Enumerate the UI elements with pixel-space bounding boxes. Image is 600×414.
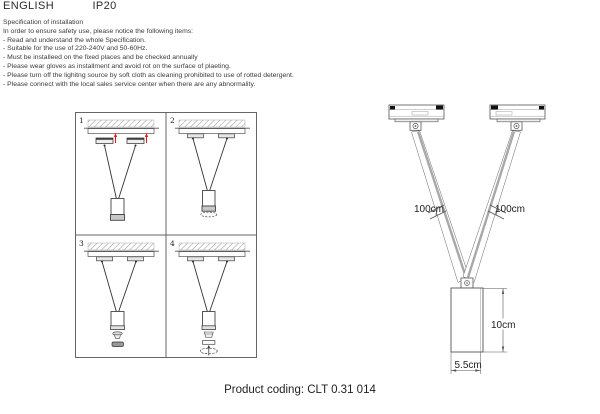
pendant-lamp-ring — [202, 206, 216, 211]
height-dimension-label: 10cm — [491, 320, 516, 331]
spec-item: - Suitable for the use of 220-240V and 50-60Hz. — [3, 45, 148, 53]
ip-rating-label: IP20 — [92, 0, 117, 12]
page-header — [3, 0, 117, 12]
step-4-number: 4 — [170, 239, 175, 248]
installation-steps-diagram — [75, 112, 257, 358]
assembly-direction-arrow — [200, 345, 217, 356]
track-adapter — [188, 134, 204, 138]
suspension-wire — [210, 262, 228, 313]
language-label: ENGLISH — [3, 0, 55, 12]
loosened-ring-outline — [201, 212, 217, 217]
track-adapter-left — [389, 105, 444, 130]
pendant-lamp-cylinder — [451, 288, 483, 352]
track-rail — [179, 252, 245, 257]
spec-item: - Please wear gloves as installment and avoid rot on the surface of plaeting. — [3, 62, 231, 70]
pendant-lamp-body — [111, 199, 124, 215]
spec-title: Specification of installation — [3, 19, 84, 26]
track-rail — [88, 252, 154, 257]
pendant-lamp-ring — [111, 326, 125, 330]
step-4-panel — [170, 239, 250, 356]
step-1-panel — [79, 116, 159, 220]
track-rail — [179, 129, 245, 134]
step-2-panel — [170, 116, 250, 217]
red-up-arrow-icon — [145, 133, 148, 143]
spec-intro: In order to ensure safety use, please notice the following items: — [3, 27, 194, 35]
suspension-wire — [105, 146, 117, 200]
track-adapter — [97, 257, 113, 261]
pendant-lamp-ring — [110, 215, 124, 221]
cover-ring-part — [203, 341, 215, 345]
ceiling-hatch — [88, 120, 154, 127]
pendant-lamp-body — [203, 312, 216, 327]
spec-item: - Read and understand the whole Specification. — [3, 36, 146, 44]
specification-block — [3, 19, 333, 89]
track-adapter — [219, 257, 235, 261]
reflector-cone — [204, 332, 213, 338]
pendant-lamp-body — [111, 312, 124, 327]
product-coding: Product coding: CLT 0.31 014 — [224, 384, 376, 396]
suspension-wire — [119, 146, 136, 200]
track-adapter-right — [490, 105, 545, 130]
cable-left-length-label: 100cm — [414, 204, 445, 215]
track-adapter — [219, 134, 235, 138]
pendant-lamp-ring — [202, 326, 216, 330]
trim-ring-part — [112, 342, 124, 347]
step-3-panel — [79, 239, 159, 347]
dimension-drawing — [370, 92, 590, 382]
lamp-bulb — [113, 332, 123, 339]
step-3-number: 3 — [79, 239, 84, 248]
suspension-wire — [102, 262, 117, 313]
step-2-number: 2 — [170, 116, 175, 125]
ceiling-hatch — [179, 120, 245, 127]
width-dimension — [451, 353, 482, 375]
track-adapter — [188, 257, 204, 261]
pendant-lamp-body — [203, 191, 216, 207]
spec-item: - Please turn off the lighitng source by soft cloth as cleaning prohibited to use of rotted detergent. — [3, 71, 294, 79]
height-dimension — [483, 289, 519, 353]
track-rail — [88, 129, 154, 134]
red-up-arrow-icon — [114, 133, 117, 143]
suspension-wire — [193, 139, 208, 192]
width-dimension-label: 5.5cm — [454, 360, 482, 371]
step-1-number: 1 — [79, 116, 84, 125]
spec-item: - Please connect with the local sales service center when there are any abnormality. — [3, 80, 256, 88]
ceiling-hatch — [179, 243, 245, 250]
cable-right-length-label: 100cm — [495, 204, 526, 215]
suspension-wire — [193, 262, 208, 313]
lamp-top-connector — [461, 278, 473, 288]
track-adapter — [128, 257, 144, 261]
ceiling-hatch — [88, 243, 154, 250]
suspension-wire — [119, 262, 137, 313]
suspension-wire — [210, 139, 228, 192]
spec-item: - Must be installeed on the fixed places and be checked annually — [3, 54, 198, 62]
